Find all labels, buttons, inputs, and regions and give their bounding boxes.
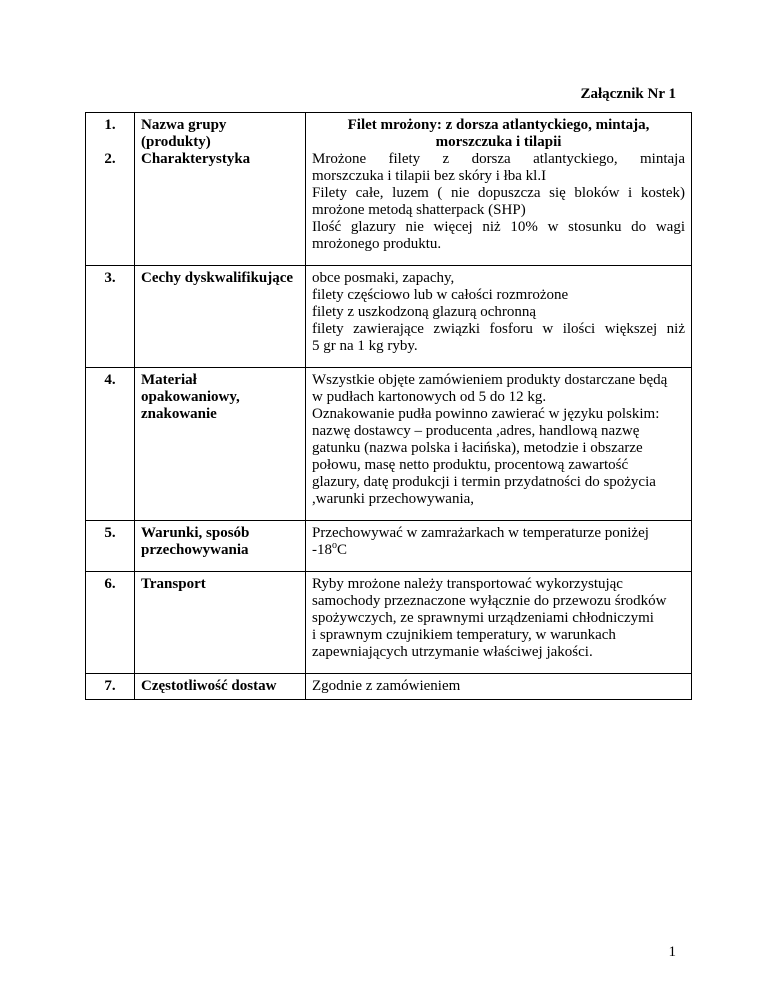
row-number: 1.: [104, 117, 116, 133]
description-line: morszczuka i tilapii bez skóry i łba kl.I: [312, 168, 547, 184]
row-number: 2.: [104, 151, 116, 167]
description-line: filety z uszkodzoną glazurą ochronną: [312, 304, 537, 320]
row-description-cell: [306, 521, 692, 572]
description-line: zapewniających utrzymanie właściwej jakości.: [312, 644, 593, 660]
row-number: 5.: [86, 521, 135, 572]
description-line: w pudłach kartonowych od 5 do 12 kg.: [312, 389, 547, 405]
row-name: Warunki, sposób przechowywania: [135, 521, 306, 572]
row-description-cell: [306, 266, 692, 368]
row-name: Charakterystyka: [141, 151, 251, 167]
description-line: nazwę dostawcy – producenta ,adres, handlową nazwę: [312, 423, 640, 439]
description-line: filety częściowo lub w całości rozmrożone: [312, 287, 569, 303]
row-name: Częstotliwość dostaw: [135, 674, 306, 700]
row-description-cell: [306, 572, 692, 674]
product-title: morszczuka i tilapii: [435, 134, 562, 150]
description-line: Oznakowanie pudła powinno zawierać w języku polskim:: [312, 406, 660, 422]
row-name-cell: [135, 113, 306, 266]
description-line: Mrożone filety z dorsza atlantyckiego, mintaja: [312, 151, 685, 167]
page-number: 1: [668, 944, 676, 960]
description-line: i sprawnym czujnikiem temperatury, w warunkach: [312, 627, 616, 643]
table-row: [86, 674, 692, 700]
description-line: Wszystkie objęte zamówieniem produkty dostarczane będą: [312, 372, 668, 388]
annex-title: Załącznik Nr 1: [580, 86, 676, 102]
description-line: Filety całe, luzem ( nie dopuszcza się bloków i kostek): [312, 185, 685, 201]
description-line: 5 gr na 1 kg ryby.: [312, 338, 418, 354]
table-row: [86, 266, 692, 368]
row-description-cell: [306, 113, 692, 266]
specification-table: [85, 112, 692, 700]
description-line: Ilość glazury nie więcej niż 10% w stosunku do wagi: [312, 219, 685, 235]
description-line: ,warunki przechowywania,: [312, 491, 475, 507]
row-number: 4.: [86, 368, 135, 521]
row-number: 6.: [86, 572, 135, 674]
table-row: [86, 368, 692, 521]
description-line: glazury, datę produkcji i termin przydatności do spożycia: [312, 474, 656, 490]
row-description-cell: [306, 368, 692, 521]
table-row: [86, 572, 692, 674]
row-number: 7.: [86, 674, 135, 700]
description-line: mrożone metodą shatterpack (SHP): [312, 202, 526, 218]
row-number: 3.: [86, 266, 135, 368]
description-line: Ryby mrożone należy transportować wykorzystując: [312, 576, 623, 592]
row-name: Cechy dyskwalifikujące: [135, 266, 306, 368]
row-name: Transport: [135, 572, 306, 674]
row-name: Nazwa grupy (produkty): [141, 117, 227, 150]
temperature-value: -18: [312, 542, 332, 558]
temperature-unit: C: [337, 542, 348, 558]
row-name: Materiał opakowaniowy, znakowanie: [135, 368, 306, 521]
description-line: filety zawierające związki fosforu w ilości większej niż: [312, 321, 685, 337]
table-row: [86, 113, 692, 266]
degree-sign: o: [332, 540, 337, 551]
description-line: obce posmaki, zapachy,: [312, 270, 455, 286]
row-number-cell: [86, 113, 135, 266]
storage-temperature: [312, 542, 685, 559]
description-line: spożywczych, ze sprawnymi urządzeniami chłodniczymi: [312, 610, 654, 626]
description-line: gatunku (nazwa polska i łacińska), metodzie i obszarze: [312, 440, 643, 456]
description-line: samochody przeznaczone wyłącznie do przewozu środków: [312, 593, 667, 609]
description-line: Przechowywać w zamrażarkach w temperaturze poniżej: [312, 525, 649, 541]
description-line: połowu, masę netto produktu, procentową zawartość: [312, 457, 629, 473]
product-title: Filet mrożony: z dorsza atlantyckiego, mintaja,: [347, 117, 650, 133]
table-row: [86, 521, 692, 572]
row-description: Zgodnie z zamówieniem: [306, 674, 692, 700]
description-line: mrożonego produktu.: [312, 236, 442, 252]
